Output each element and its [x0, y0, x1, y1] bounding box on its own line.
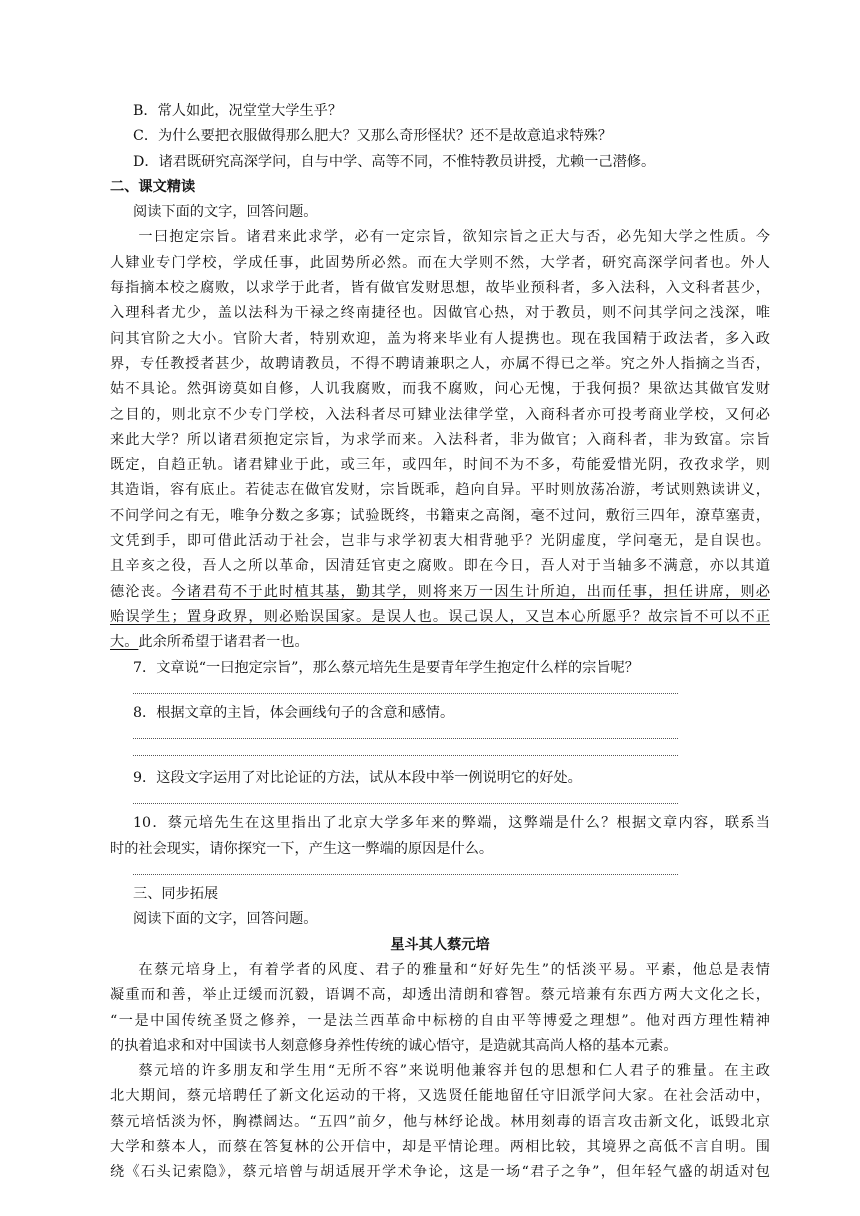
- question-7: 7．文章说“一曰抱定宗旨”，那么蔡元培先生是要青年学生抱定什么样的宗旨呢？: [133, 659, 639, 676]
- question-8: 8．根据文章的主旨，体会画线句子的含意和感情。: [133, 704, 455, 721]
- underlined-sentence: 今诸君苟不于此时植其基，勤其学，则将来万一因生计所迫，出而任事，担任讲席，则必: [171, 583, 770, 600]
- question-10-cont: 时的社会现实，请你探究一下，产生这一弊端的原因是什么。: [110, 840, 494, 857]
- question-9: 9．这段文字运用了对比论证的方法，试从本段中举一例说明它的好处。: [133, 770, 582, 787]
- article-line: 蔡元培恬淡为怀，胸襟阔达。“五四”前夕，他与林纾论战。林用刻毒的语言攻击新文化，诋毁北京: [110, 1113, 770, 1130]
- underlined-sentence: 大。: [110, 634, 139, 651]
- passage-line: 来此大学？所以诸君须抱定宗旨，为求学而来。入法科者，非为做官；入商科者，非为致富。宗旨: [110, 431, 770, 448]
- article-line: 的执着追求和对中国读书人刻意修身养性传统的诚心悟守，是造就其高尚人格的基本元素。: [110, 1037, 678, 1054]
- passage-line: 其造诣，容有底止。若徒志在做官发财，宗旨既乖，趋向自异。平时则放荡冶游，考试则熟读讲义，: [110, 482, 770, 499]
- answer-line[interactable]: [133, 681, 678, 694]
- option-d: D．诸君既研究高深学问，自与中学、高等不同，不惟特教员讲授，尤赖一己潜修。: [133, 153, 656, 170]
- article-line: 蔡元培的许多朋友和学生用“无所不容”来说明他兼容并包的思想和仁人君子的雅量。在主政: [138, 1063, 770, 1080]
- extension-instruction: 阅读下面的文字，回答问题。: [133, 911, 318, 928]
- article-line: 绕《石头记索隐》，蔡元培曾与胡适展开学术争论，这是一场“君子之争”，但年轻气盛的胡适对包: [110, 1164, 770, 1181]
- passage-text: 此余所希望于诸君者一也。: [138, 634, 309, 651]
- underlined-sentence: 贻误学生；置身政界，则必贻误国家。是误人也。误己误人，又岂本心所愿乎？故宗旨不可以不正: [110, 608, 770, 625]
- passage-line: 人肄业专门学校，学成任事，此固势所必然。而在大学则不然，大学者，研究高深学问者也。外人: [110, 254, 770, 271]
- article-line: “一是中国传统圣贤之修养，一是法兰西革命中标榜的自由平等博爱之理想”。他对西方理性精神: [110, 1012, 770, 1029]
- section-heading-reading: 二、课文精读: [110, 178, 196, 195]
- article-line: 凝重而和善，举止迂缓而沉毅，语调不高，却透出清朗和睿智。蔡元培兼有东西方两大文化之长，: [110, 987, 770, 1004]
- article-line: 大学和蔡本人，而蔡在答复林的公开信中，却是平情论理。两相比较，其境界之高低不言自明。围: [110, 1138, 770, 1155]
- article-line: 在蔡元培身上，有着学者的风度、君子的雅量和“好好先生”的恬淡平易。平素，他总是表情: [138, 961, 770, 978]
- passage-line: 一曰抱定宗旨。诸君来此求学，必有一定宗旨，欲知宗旨之正大与否，必先知大学之性质。今: [138, 229, 770, 246]
- passage-line: 既定，自趋正轨。诸君肄业于此，或三年，或四年，时间不为不多，苟能爱惜光阴，孜孜求学，则: [110, 457, 770, 474]
- passage-line: 姑不具论。然弭谤莫如自修，人讥我腐败，而我不腐败，问心无愧，于我何损？果欲达其做官发财: [110, 381, 770, 398]
- passage-line: 入理科者尤少，盖以法科为干禄之终南捷径也。因做官心热，对于教员，则不问其学问之浅深，唯: [110, 305, 770, 322]
- article-line: 北大期间，蔡元培聘任了新文化运动的干将，又选贤任能地留任守旧派学问大家。在社会活动中，: [110, 1088, 770, 1105]
- passage-line: 文凭到手，即可借此活动于社会，岂非与求学初衷大相背驰乎？光阴虚度，学问毫无，是自误也。: [110, 533, 770, 550]
- document-content: [110, 99, 770, 1186]
- answer-line[interactable]: [133, 862, 678, 875]
- passage-line: 不问学问之有无，唯争分数之多寡；试验既终，书籍束之高阁，毫不过问，敷衍三四年，潦草塞责，: [110, 507, 770, 524]
- section-heading-extension: 三、同步拓展: [133, 886, 219, 903]
- passage-line: 问其官阶之大小。官阶大者，特别欢迎，盖为将来毕业有人提携也。现在我国精于政法者，多入政: [110, 330, 770, 347]
- question-10: 10．蔡元培先生在这里指出了北京大学多年来的弊端，这弊端是什么？根据文章内容，联系当: [133, 815, 770, 832]
- option-b: B．常人如此，况堂堂大学生乎？: [133, 103, 343, 119]
- passage-line: 界，专任教授者甚少，故聘请教员，不得不聘请兼职之人，亦属不得已之举。究之外人指摘之当否，: [110, 355, 770, 372]
- option-c: C．为什么要把衣服做得那么肥大？又那么奇形怪状？还不是故意追求特殊？: [133, 128, 613, 145]
- passage-line: 之目的，则北京不少专门学校，入法科者尽可肄业法律学堂，入商科者亦可投考商业学校，又何必: [110, 406, 770, 423]
- answer-line[interactable]: [133, 743, 678, 756]
- passage-text: 德沦丧。: [110, 583, 172, 600]
- passage-line: [110, 630, 770, 655]
- passage-line: 且辛亥之役，吾人之所以革命，因清廷官吏之腐败。即在今日，吾人对于当轴多不满意，亦以其道: [110, 558, 770, 575]
- passage-line: 每指摘本校之腐败，以求学于此者，皆有做官发财思想，故毕业预科者，多入法科，入文科者甚少，: [110, 280, 770, 297]
- reading-instruction: 阅读下面的文字，回答问题。: [133, 204, 318, 221]
- article-title: 星斗其人蔡元培: [390, 936, 490, 953]
- passage-line: [110, 580, 770, 605]
- answer-line[interactable]: [133, 726, 678, 739]
- answer-line[interactable]: [133, 791, 678, 804]
